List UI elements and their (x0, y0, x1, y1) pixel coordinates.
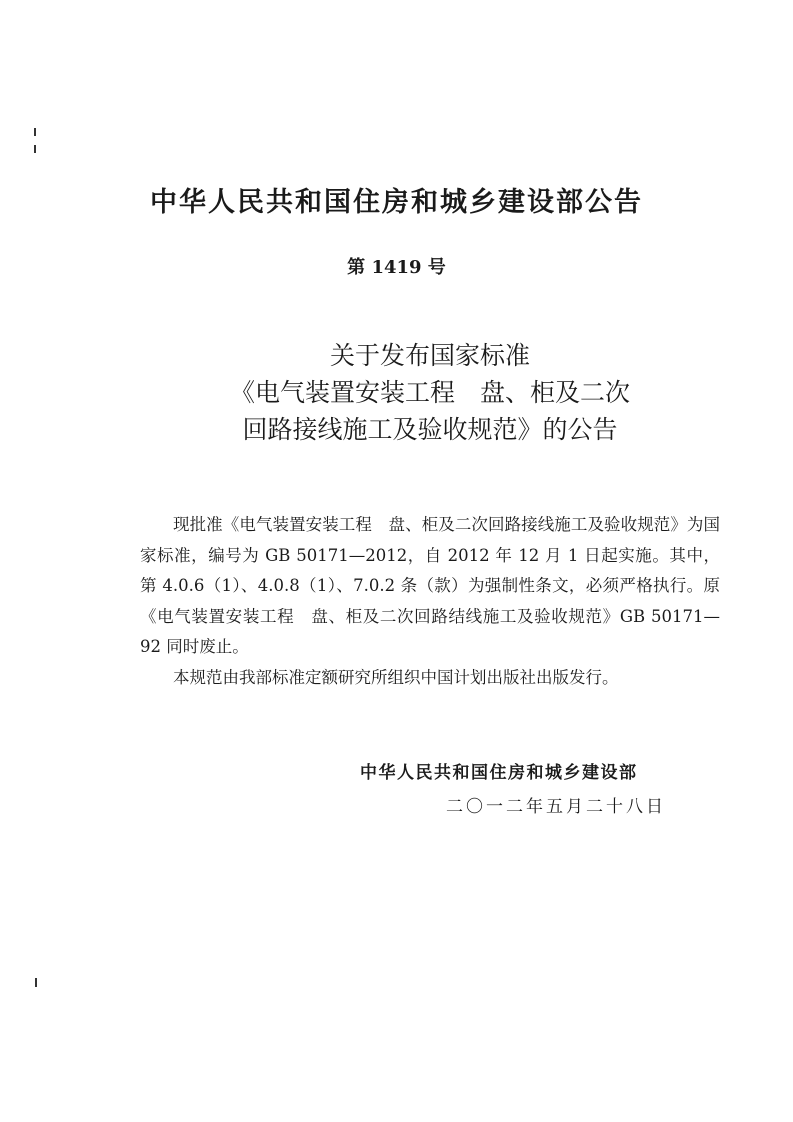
signature-block (360, 756, 710, 824)
announcement-body (140, 510, 720, 693)
subtitle-line-3: 回路接线施工及验收规范》的公告 (242, 415, 618, 444)
scan-mark-top (34, 128, 36, 136)
body-paragraph-1: 现批准《电气装置安装工程 盘、柜及二次回路接线施工及验收规范》为国家标准，编号为 GB 50171—2012，自 2012 年 12 月 1 日起实施。其中，第 4.0.6（1）、4.0.8（1）、7.0.2 条（款）为强制性条文，必须严格执行。原《电气装置安装工程 盘、柜及二次回路结线施工及验收规范》GB 50171—92 同时废止。 (140, 515, 720, 656)
signing-organization: 中华人民共和国住房和城乡建设部 (360, 763, 638, 783)
announcement-heading: 中华人民共和国住房和城乡建设部公告 (150, 187, 643, 218)
subtitle-line-1: 关于发布国家标准 (329, 341, 530, 370)
body-paragraph-2: 本规范由我部标准定额研究所组织中国计划出版社出版发行。 (173, 667, 619, 687)
signing-date: 二〇一二年五月二十八日 (446, 797, 666, 817)
announcement-number: 第 1419 号 (347, 257, 446, 278)
announcement-subtitle (200, 337, 660, 448)
subtitle-line-2: 《电气装置安装工程 盘、柜及二次 (229, 378, 630, 407)
scan-mark-bottom (35, 978, 37, 987)
scan-mark-top-2 (34, 145, 36, 153)
